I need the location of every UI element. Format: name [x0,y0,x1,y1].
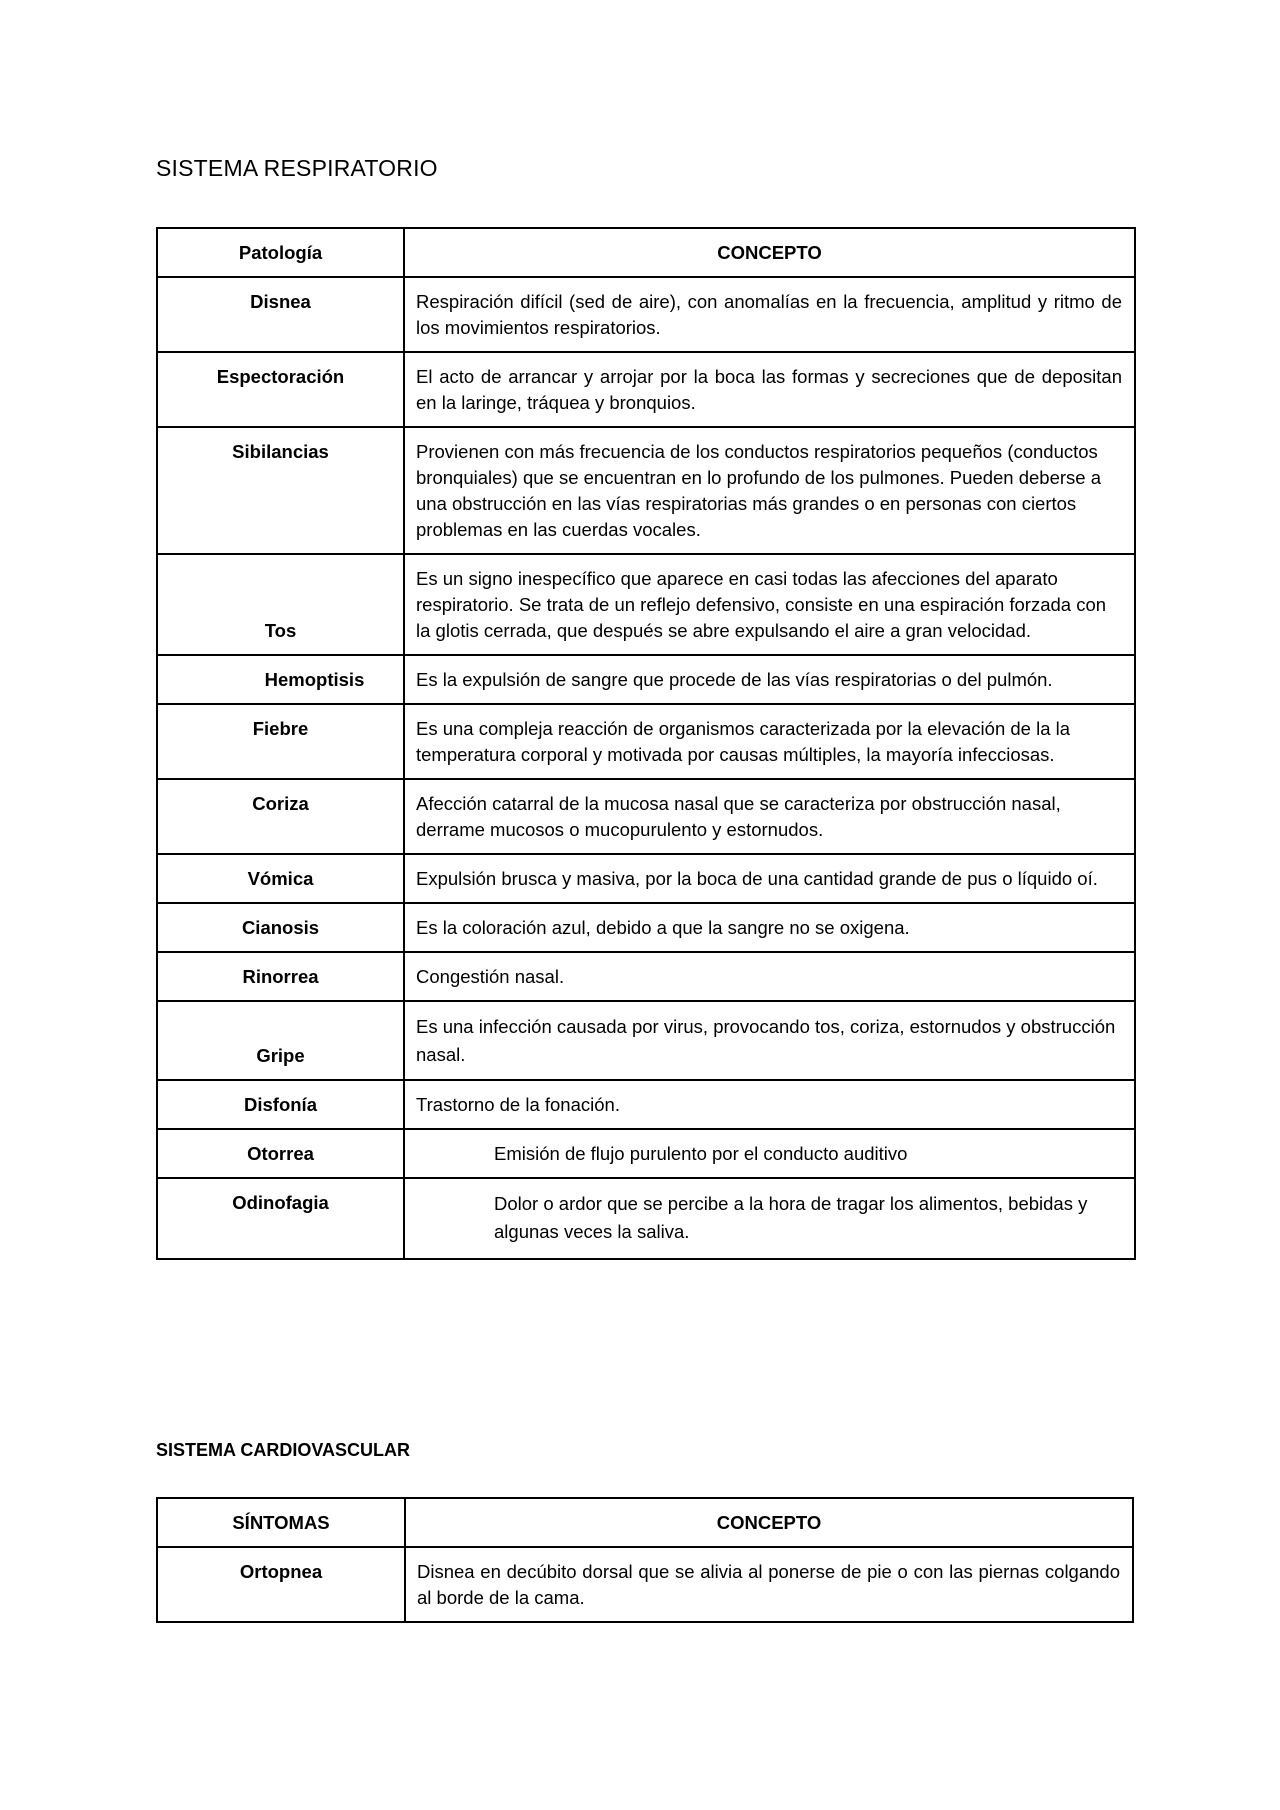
definition-cell: Expulsión brusca y masiva, por la boca de una cantidad grande de pus o líquido oí. [404,854,1135,903]
definition-cell: Afección catarral de la mucosa nasal que se caracteriza por obstrucción nasal, derrame mucosos o mucopurulento y estornudos. [404,779,1135,854]
term-cell: Gripe [157,1001,404,1080]
term-cell: Fiebre [157,704,404,779]
header-pathology: Patología [157,228,404,277]
cardiovascular-section-title: SISTEMA CARDIOVASCULAR [156,1440,411,1460]
table-row [157,1178,1135,1259]
cardiovascular-table [156,1497,1134,1623]
definition-cell: Dolor o ardor que se percibe a la hora de tragar los alimentos, bebidas y algunas veces la saliva. [404,1178,1135,1259]
table-row [157,1080,1135,1129]
term-cell: Vómica [157,854,404,903]
table-header-row [157,1498,1133,1547]
table-row [157,1001,1135,1080]
header-concept: CONCEPTO [405,1498,1133,1547]
definition-cell: Congestión nasal. [404,952,1135,1001]
table-header-row [157,228,1135,277]
respiratory-section-title: SISTEMA RESPIRATORIO [156,155,438,181]
term-cell: Coriza [157,779,404,854]
table-row [157,352,1135,427]
definition-cell: Respiración difícil (sed de aire), con anomalías en la frecuencia, amplitud y ritmo de los movimientos respiratorios. [404,277,1135,352]
definition-cell: Emisión de flujo purulento por el conducto auditivo [404,1129,1135,1178]
term-cell: Cianosis [157,903,404,952]
definition-cell: Provienen con más frecuencia de los conductos respiratorios pequeños (conductos bronquiales) que se encuentran en lo profundo de los pulmones. Pueden deberse a una obstrucción en las vías respiratorias más grandes o en personas con ciertos problemas en las cuerdas vocales. [404,427,1135,554]
definition-cell: Disnea en decúbito dorsal que se alivia al ponerse de pie o con las piernas colgando al borde de la cama. [405,1547,1133,1622]
term-cell: Sibilancias [157,427,404,554]
definition-cell: Es la expulsión de sangre que procede de las vías respiratorias o del pulmón. [404,655,1135,704]
definition-cell: Es una infección causada por virus, provocando tos, coriza, estornudos y obstrucción nasal. [404,1001,1135,1080]
table-row [157,427,1135,554]
table-row [157,704,1135,779]
term-cell: Rinorrea [157,952,404,1001]
table-row [157,779,1135,854]
term-cell: Odinofagia [157,1178,404,1259]
term-cell: Disfonía [157,1080,404,1129]
table-row [157,952,1135,1001]
definition-cell: Es la coloración azul, debido a que la sangre no se oxigena. [404,903,1135,952]
table-row [157,277,1135,352]
definition-cell: Es una compleja reacción de organismos caracterizada por la elevación de la la temperatura corporal y motivada por causas múltiples, la mayoría infecciosas. [404,704,1135,779]
term-cell: Disnea [157,277,404,352]
header-concept: CONCEPTO [404,228,1135,277]
definition-cell: Es un signo inespecífico que aparece en casi todas las afecciones del aparato respiratorio. Se trata de un reflejo defensivo, consiste en una espiración forzada con la glotis cerrada, que después se abre expulsando el aire a gran velocidad. [404,554,1135,655]
table-row [157,1129,1135,1178]
definition-cell: El acto de arrancar y arrojar por la boca las formas y secreciones que de depositan en la laringe, tráquea y bronquios. [404,352,1135,427]
header-symptoms: SÍNTOMAS [157,1498,405,1547]
term-cell: Espectoración [157,352,404,427]
table-row [157,655,1135,704]
term-cell: Otorrea [157,1129,404,1178]
term-cell: Tos [157,554,404,655]
term-text: Hemoptisis [264,669,365,690]
respiratory-table [156,227,1136,1260]
term-cell: Ortopnea [157,1547,405,1622]
table-row [157,903,1135,952]
table-row [157,1547,1133,1622]
table-row [157,554,1135,655]
table-row [157,854,1135,903]
definition-cell: Trastorno de la fonación. [404,1080,1135,1129]
term-cell [157,655,404,704]
